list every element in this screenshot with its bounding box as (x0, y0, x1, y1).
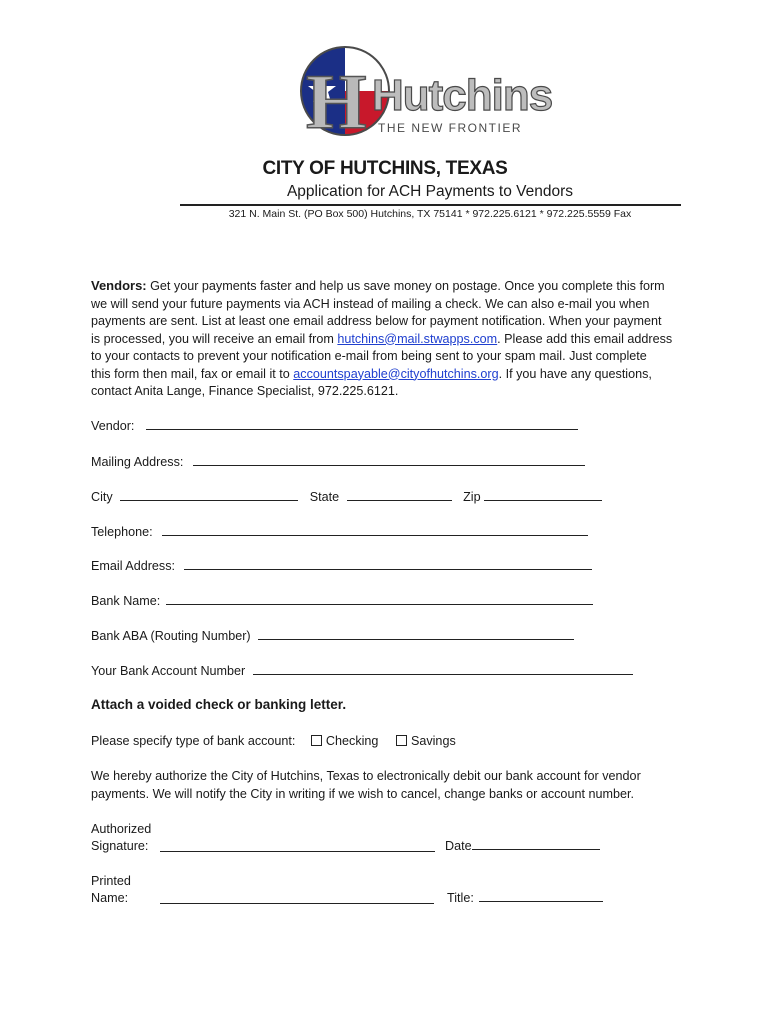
vendor-input-line[interactable] (146, 418, 578, 430)
state-label: State (309, 490, 340, 504)
logo-tagline: THE NEW FRONTIER (378, 121, 522, 135)
savings-option[interactable]: Savings (396, 734, 456, 748)
city-state-zip-field (91, 489, 602, 504)
title-label: Title: (447, 891, 474, 905)
header-divider (180, 204, 681, 206)
checking-checkbox[interactable] (311, 735, 322, 746)
vendor-field (91, 418, 578, 433)
bank-name-label: Bank Name: (91, 594, 161, 608)
printed-name-label: Printed Name: (91, 874, 131, 905)
hutchins-logo (298, 46, 553, 145)
account-type-field (91, 734, 456, 748)
svg-text:H: H (306, 58, 367, 145)
date-field (445, 838, 600, 853)
email-label: Email Address: (91, 559, 175, 573)
telephone-field (91, 524, 588, 539)
logo-wordmark: Hutchins (372, 71, 553, 120)
telephone-label: Telephone: (91, 525, 153, 539)
authorization-paragraph: We hereby authorize the City of Hutchins, Texas to electronically debit our bank account for vendor payments. We will notify the City in writing if we wish to cancel, change banks or account number. (91, 769, 641, 801)
city-label: City (91, 490, 113, 504)
zip-label: Zip (463, 490, 481, 504)
bank-account-input-line[interactable] (253, 663, 633, 675)
date-label: Date (445, 839, 472, 853)
email-field (91, 558, 592, 573)
bank-account-field (91, 663, 633, 678)
bank-name-input-line[interactable] (166, 593, 593, 605)
city-input-line[interactable] (120, 489, 298, 501)
printed-name-input-line[interactable] (160, 892, 434, 904)
bank-aba-label: Bank ABA (Routing Number) (91, 629, 251, 643)
vendors-lead: Vendors: (91, 278, 147, 293)
mailing-address-field (91, 454, 585, 469)
page-title: CITY OF HUTCHINS, TEXAS (262, 158, 508, 179)
notification-email-link[interactable]: hutchins@mail.stwapps.com (337, 331, 498, 346)
title-input-line[interactable] (479, 890, 603, 902)
authorized-signature-label: Authorized Signature: (91, 822, 152, 853)
date-input-line[interactable] (472, 838, 600, 850)
vendor-label: Vendor: (91, 419, 135, 433)
intro-paragraph: Vendors: Get your payments faster and help us save money on postage. Once you complete this form we will send your future payments via ACH instead of mailing a check. We can also e-mail you when payments are sent. List at least one email address below for payment notification. When your payment is processed, you will receive an email from hutchins@mail.stwapps.com. Please add this email address to your contacts to prevent your notification e-mail from being sent to your spam mail. Just complete this form then mail, fax or email it to accountspayable@cityofhutchins.org. If you have any questions, contact Anita Lange, Finance Specialist, 972.225.6121. (91, 278, 673, 398)
account-type-prompt: Please specify type of bank account: (91, 734, 296, 748)
bank-aba-input-line[interactable] (258, 628, 574, 640)
signature-input-line[interactable] (160, 840, 435, 852)
bank-name-field (91, 593, 593, 608)
bank-account-label: Your Bank Account Number (91, 664, 246, 678)
email-input-line[interactable] (184, 558, 592, 570)
bank-aba-field (91, 628, 574, 643)
page-subtitle: Application for ACH Payments to Vendors (286, 183, 574, 200)
city-address: 321 N. Main St. (PO Box 500) Hutchins, TX 75141 * 972.225.6121 * 972.225.5559 Fax (228, 208, 632, 220)
attach-voided-check-note: Attach a voided check or banking letter. (91, 697, 347, 712)
state-input-line[interactable] (347, 489, 452, 501)
checking-option[interactable]: Checking (311, 734, 379, 748)
mailing-address-input-line[interactable] (193, 454, 585, 466)
zip-input-line[interactable] (484, 489, 602, 501)
title-field (447, 890, 603, 905)
accounts-payable-email-link[interactable]: accountspayable@cityofhutchins.org (293, 366, 499, 381)
savings-checkbox[interactable] (396, 735, 407, 746)
telephone-input-line[interactable] (162, 524, 588, 536)
mailing-address-label: Mailing Address: (91, 455, 184, 469)
